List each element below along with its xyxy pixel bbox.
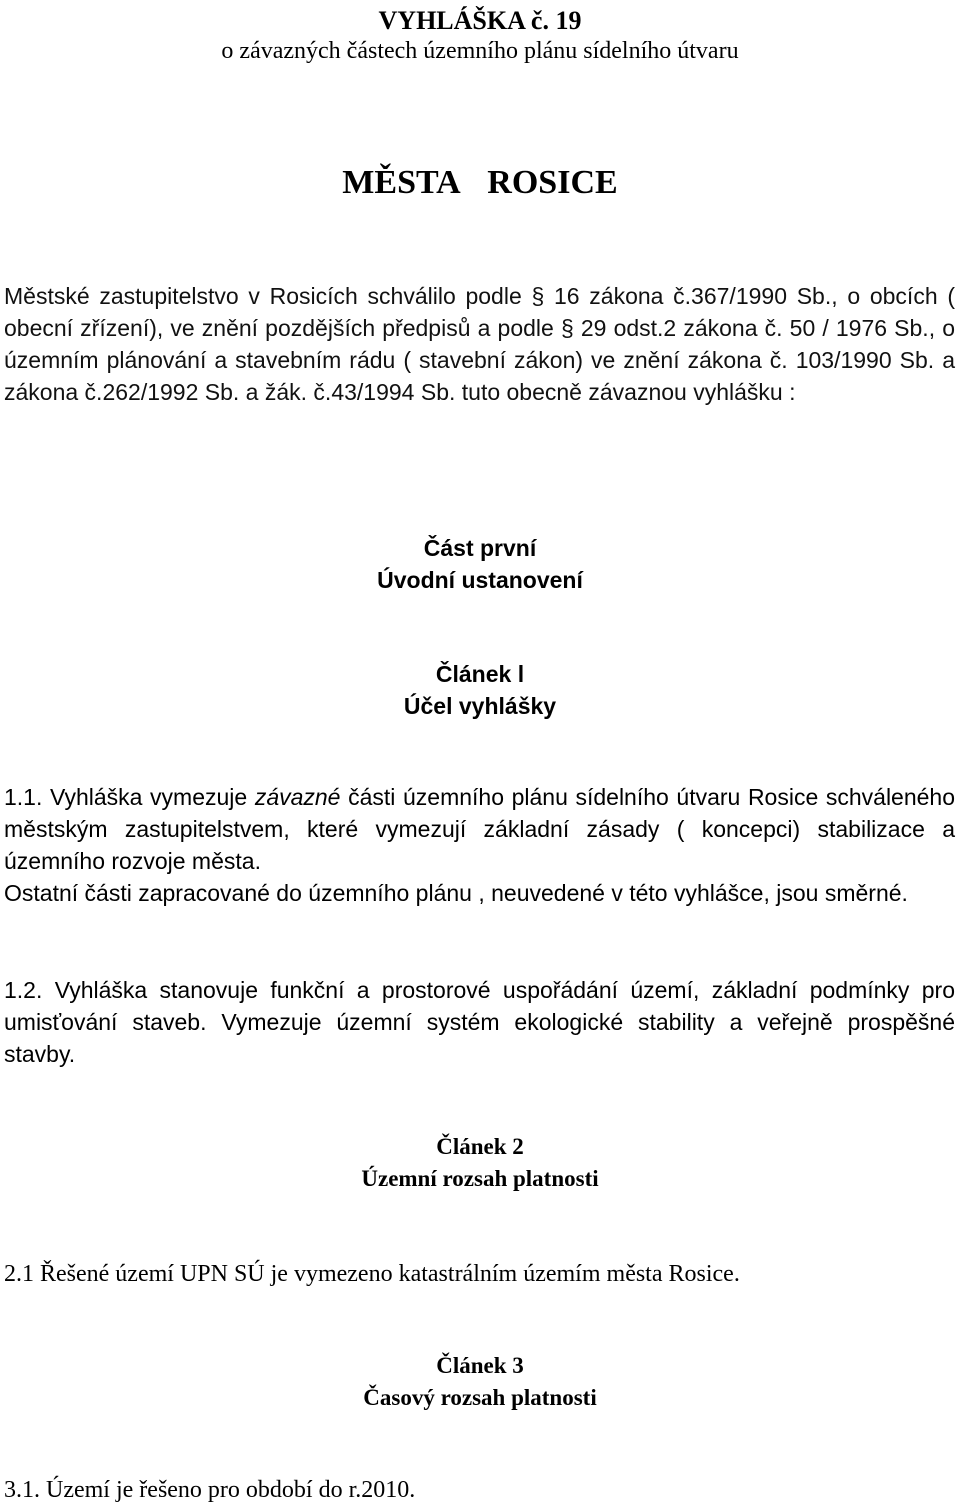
document-subtitle: o závazných částech územního plánu sídelního útvaru (221, 38, 739, 64)
intro-text: Městské zastupitelstvo v Rosicích schválilo podle § 16 zákona č.367/1990 Sb., o obcích ( obecní zřízení), ve znění pozdějších předpisů a podle § 29 odst.2 zákona č. 50 / 1976 Sb., o územním plánování a stavebním rádu ( stavební zákon) ve znění zákona č. 103/1990 Sb. a zákona č.262/1992 Sb. a žák. č.43/1994 Sb. tuto obecně závaznou vyhlášku : (4, 283, 955, 405)
paragraph-3-1: 3.1. Území je řešeno pro období do r.2010. (4, 1477, 416, 1503)
article-1-title: Článek l (435, 661, 525, 687)
article-2-heading (0, 1131, 960, 1195)
article-3-subtitle: Časový rozsah platnosti (363, 1385, 597, 1410)
article-1-paragraph-2 (4, 974, 955, 1070)
paragraph-text: Vyhláška vymezuje (49, 784, 248, 810)
document-title: VYHLÁŠKA č. 19 (378, 6, 582, 35)
intro-paragraph (4, 280, 955, 408)
part-subtitle: Úvodní ustanovení (377, 567, 583, 593)
article-2-title: Článek 2 (436, 1134, 524, 1159)
article-1-paragraph-1 (4, 781, 955, 909)
town-name: MĚSTA ROSICE (342, 164, 618, 201)
article-1-heading (0, 658, 960, 722)
paragraph-emphasis: závazné (254, 784, 341, 810)
paragraph-1-1 (4, 781, 955, 877)
article-2-subtitle: Územní rozsah platnosti (361, 1166, 599, 1191)
paragraph-number: 1.2. (4, 977, 43, 1003)
article-3-paragraph-1 (4, 1474, 955, 1506)
paragraph-text: části územního plánu sídelního útvaru Rosice schváleného městským zastupitelstvem, které vymezují základní zásady ( koncepci) stabilizace a územního rozvoje města. (4, 784, 956, 874)
part-heading (0, 532, 960, 596)
article-1-subtitle: Účel vyhlášky (403, 693, 557, 719)
paragraph-text: Vyhláška stanovuje funkční a prostorové uspořádání území, základní podmínky pro umisťování staveb. Vymezuje územní systém ekologické stability a veřejně prospěšné stavby. (4, 977, 956, 1067)
article-2-paragraph-1 (4, 1258, 955, 1290)
paragraph-number: 1.1. (4, 784, 43, 810)
paragraph-2-1: 2.1 Řešené území UPN SÚ je vymezeno katastrálním územím města Rosice. (4, 1261, 740, 1287)
paragraph-1-2 (4, 974, 955, 1070)
part-title: Část první (423, 535, 537, 561)
article-3-title: Článek 3 (436, 1353, 524, 1378)
paragraph-1-1-continued: Ostatní části zapracované do územního plánu , neuvedené v této vyhlášce, jsou směrné. (4, 880, 908, 906)
article-3-heading (0, 1350, 960, 1414)
